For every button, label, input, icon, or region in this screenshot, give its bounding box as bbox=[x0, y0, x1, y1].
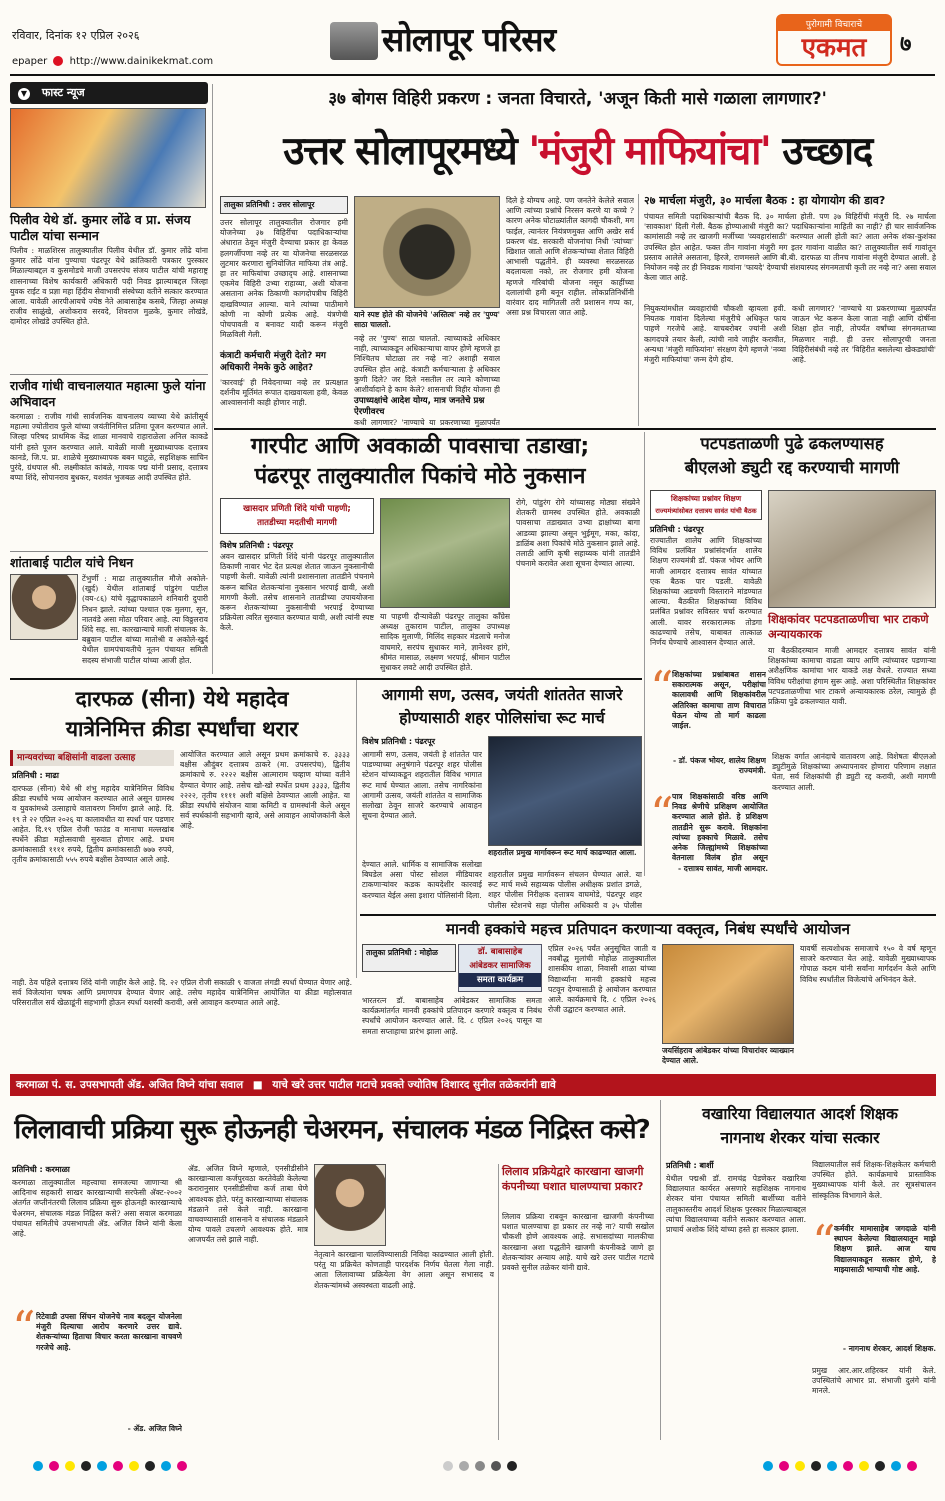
lead-byline: तालुका प्रतिनिधी : उत्तर सोलापूर bbox=[224, 200, 315, 209]
meeting-photo bbox=[768, 490, 936, 608]
advocate-portrait bbox=[314, 1164, 386, 1246]
route-march-photo bbox=[488, 736, 642, 846]
article3-headline-line2: बीएलओ ड्युटी रद्द करण्याची मागणी bbox=[684, 458, 900, 477]
article3-quote2: पात्र शिक्षकांसाठी वरिष्ठ आणि निवड श्रेणीचे प्रशिक्षण आयोजित करण्यात आले होते. हे प्रशिक्षण तातडीने सुरू करावे. शिक्षकांना त्यांच्या हक्काचे मिळावे. तसेच अनेक जिल्ह्यांमध्ये शिक्षकांच्या वेतनाला विलंब होत असून bbox=[672, 792, 768, 862]
lead-subhead-2: उपाध्यक्षांचे आदेश योग्य, मात्र जनतेचे प्रश्न ऐरणीवरच bbox=[354, 396, 485, 417]
website-link[interactable]: http://www.dainikekmat.com bbox=[69, 56, 214, 67]
article3-side-body: या बैठकीदरम्यान माजी आमदार दत्तात्रय सावंत यांनी शिक्षकांच्या कामाचा वाढता व्याप आणि त्यांच्यावर पडणाऱ्या अशैक्षणिक कामांचा भार याकडे लक्ष वेधले. राज्यात सध्या विविध परीक्षांचा हंगाम सुरू आहे. अशा परिस्थितीत शिक्षकांवर पटपडताळणीचा भार टाकणे अन्यायकारक ठरेल, त्यामुळे ही प्रक्रिया पुढे ढकलण्यात यावी. bbox=[768, 646, 936, 707]
reg-dot bbox=[161, 1461, 171, 1471]
fast-news-headline-3: शांताबाई पाटील यांचे निधन bbox=[10, 551, 208, 571]
lead-sidebar-body2: नियुक्त्यांमधील व्यवहारांची चौकशी व्हायला हवी. नियतक गावांना दिलेल्या मंजुरीचे अधिकृत फाय पाहणे गरजेचे आहे. याचबरोबर ज्यांनी अशी कागदपत्रे तयार केली, त्यांची नावे जाहीर करावीत, अन्यथा 'मंजुरी माफियांना' संरक्षण देणे म्हणजे 'नव्या मंजुरी माफियांचा' जन्म देणे होय. bbox=[644, 304, 786, 365]
article6-headline: मानवी हक्कांचे महत्त्व प्रतिपादन करणाऱ्या वक्तृत्व, निबंध स्पर्धांचे आयोजन bbox=[446, 920, 850, 938]
article4-subhead: मान्यवरांच्या बक्षिसांनी वाढला उत्साह bbox=[17, 753, 136, 763]
article6-body-col1: भारतरत्न डॉ. बाबासाहेब आंबेडकर सामाजिक समता कार्यक्रमांतर्गत मानवी हक्कांचे प्रतिपादन करणारे वक्तृत्व व निबंध स्पर्धांचे आयोजन करण्यात आले. दि. ८ एप्रिल २०२६ पासून या समता सप्ताहाचा प्रारंभ झाला आहे. bbox=[362, 996, 542, 1036]
article5-headline bbox=[360, 684, 644, 730]
reg-dot bbox=[827, 1461, 837, 1471]
article7-headline: लिलावाची प्रक्रिया सुरू होऊनही चेअरमन, संचालक मंडळ निद्रिस्त कसे? bbox=[14, 1115, 650, 1145]
article2-caption-top: खासदार प्रणिती शिंदे यांची पाहणी; bbox=[243, 504, 351, 514]
article7-body-col3: नेतृत्वाने कारखाना चालविण्यासाठी निविदा काढण्यात आली होती. परंतु या प्रक्रियेत कोणताही पारदर्शक निर्णय घेतला गेला नाही. आता लिलावाच्या प्रक्रियेला वेग आला असून सभासद व शेतकऱ्यांमध्ये अस्वस्थता वाढली आहे. bbox=[314, 1250, 494, 1290]
reg-dot bbox=[145, 1461, 155, 1471]
section-rule-2 bbox=[10, 678, 642, 680]
article7-quote-author: - ॲड. अजित विघ्ने bbox=[127, 1424, 182, 1433]
reg-dot bbox=[65, 1461, 75, 1471]
chevron-down-icon: ▼ bbox=[18, 88, 30, 100]
lead-body-col1b: 'कारवाई' ही निवेदनाच्या नव्हे तर प्रत्यक्षात दर्शनीय मूर्तिमंत रूपात दाखवायला हवी, केवळ आश्वासनांनी काही होणार नाही. bbox=[220, 378, 348, 408]
article2-headline-line1: गारपीट आणि अवकाळी पावसाचा तडाखा; bbox=[250, 434, 590, 459]
article5-photo-caption: शहरातील प्रमुख मार्गावरून रूट मार्च काढण्यात आला. bbox=[488, 848, 637, 857]
reg-dot bbox=[763, 1461, 773, 1471]
banner-right: याचे खरे उत्तर पाटील गटाचे प्रवक्ते ज्योतिष विशारद सुनील तळेकरांनी द्यावे bbox=[272, 1079, 556, 1091]
reg-dot bbox=[907, 1461, 917, 1471]
article7-body-col1: करमाळा तालुक्यातील महत्त्वाचा समजल्या जाणाऱ्या श्री आदिनाथ सहकारी साखर कारखान्याची सरफेसी ॲक्ट-२००२ अंतर्गत जप्तीनंतरची लिलाव प्रक्रिया सुरू होऊनही कारखान्याचे चेअरमन, संचालक मंडळ निद्रिस्त कसे? असा सवाल करमाळा पंचायत समितीचे उपसभापती ॲड. अजित विघ्ने यांनी केला आहे. bbox=[12, 1178, 182, 1239]
article7-quote: रिटेवाडी उपसा सिंचन योजनेचे नाव बदलून योजनेला मंजुरी दिल्याचा आरोप करणारे उत्तर द्यावे. शेतकऱ्यांच्या हिताचा विचार करता कारखाना वाचवणे गरजेचे आहे. bbox=[36, 1312, 182, 1352]
article6-byline: तालुका प्रतिनिधी : मोहोळ bbox=[366, 948, 438, 957]
article4-body-col1: दारफळ (सीना) येथे श्री शंभु महादेव यात्रेनिमित्त विविध क्रीडा स्पर्धांचे भव्य आयोजन करण्यात आले असून ग्रामस्थ व युवकांमध्ये उत्साहाचे वातावरण निर्माण झाले आहे. दि. १९ ते २२ एप्रिल २०२६ या कालावधीत या स्पर्धा पार पडणार आहेत. दि.१९ एप्रिल रोजी फाउंड व मानाचा मल्लखांब स्पर्धेने क्रीडा महोत्सवाची सुरुवात होणार आहे. प्रथम क्रमांकासाठी ११११ रुपये, द्वितीय क्रमांकासाठी ७७७ रुपये, तृतीय क्रमांकासाठी ५५५ रुपये बक्षीस ठेवण्यात आले आहे. bbox=[12, 784, 174, 865]
article5-body-col1: आगामी सण, उत्सव, जयंती हे शांततेत पार पाडण्याच्या अनुषंगाने पंढरपूर शहर पोलीस स्टेशन यांच्याकडून शहरातील विविध भागात रूट मार्च घेण्यात आला. तसेच नागरिकांना आगामी उत्सव, जयंती शांततेत व सामाजिक सलोखा ठेवून साजरे करण्याचे आवाहन सूचना देण्यात आले. bbox=[362, 750, 482, 821]
reg-dot bbox=[507, 1461, 517, 1471]
article4-headline-line1: दारफळ (सीना) येथे महादेव bbox=[75, 687, 289, 711]
article3-headline-line1: पटपडताळणी पुढे ढकलण्यासह bbox=[700, 434, 884, 453]
lead-sidebar-body: पंचायत समिती पदाधिकाऱ्यांची बैठक दि. ३० मार्चला होती. पण ३७ विहिरींची मंजुरी दि. २७ मार्चला 'सावकाश' दिली गेली. बैठक होण्याआधी मंजुरी का? पदाधिकाऱ्यांना माहिती का नाही? ही चार सार्वजनिक कामांसाठी नव्हे तर खाजगी मर्जीच्या 'व्यवहारांसाठी' करण्यात आली होती का? आता अनेक शंका-कुशंका उपस्थित होत आहेत. फक्त तीन गावांना मंजुरी मग इतर गावांना वाळीत का? तालुक्यातील सर्व गावांतून प्रस्ताव आलेले असताना, हिरजे, राणमसले आणि बी.बी. दारफळ या तीनच गावांना मंजुरी देण्यात आली. हे नियोजन नव्हे तर ही निवडक गावांना 'फायदे' देण्याची संशयास्पद संगनमताची कृती तर नव्हे ना? असा सवाल केला जात आहे. bbox=[644, 212, 936, 283]
article3-headline bbox=[648, 432, 936, 480]
masthead bbox=[0, 0, 945, 78]
lead-sidebar-body3: कधी लागणार? 'नाण्याचे या प्रकरणाच्या मुळापर्यंत जाऊन भेट करून केला जाता नाही आणि दोषींना शिक्षा होत नाही, तोपर्यंत वर्षांच्या संगनमताच्या मिळणार नाही. ही उत्तर सोलापूरची जनता विहिरीसंबंधी नव्हे तर 'विहिरीत बसलेल्या खेकड्यांची' आहे. bbox=[792, 304, 936, 365]
article3-caption-top: शिक्षकांच्या प्रश्नांवर शिक्षण bbox=[670, 494, 742, 503]
article6-byline-box bbox=[362, 944, 456, 972]
reg-dot bbox=[475, 1461, 485, 1471]
registration-marks-left bbox=[30, 1456, 330, 1470]
fast-news-headline-2: राजीव गांधी वाचनालयात महात्मा फुले यांना अभिवादन bbox=[10, 374, 208, 410]
students-photo bbox=[662, 944, 794, 1044]
lead-divider bbox=[638, 194, 639, 426]
lead-headline-part3: उच्छाद bbox=[782, 129, 872, 174]
reg-dot bbox=[97, 1461, 107, 1471]
section-rule-1 bbox=[214, 428, 936, 430]
article8-headline bbox=[664, 1102, 936, 1150]
quote-mark-icon-3: “ bbox=[12, 1301, 36, 1355]
reg-dot bbox=[81, 1461, 91, 1471]
article5-body-col3: शहरातील प्रमुख मार्गावरून संचलन घेण्यात आले. या रूट मार्च मध्ये सहाय्यक पोलीस अधीक्षक प्रशांत डगळे, शहर पोलीस निरीक्षक दत्तात्रय वाघमोडे, पंढरपूर शहर पोलीस स्टेशनचे सहा पोलीस अधिकारी व ३५ पोलीस bbox=[488, 870, 642, 910]
reg-dot bbox=[811, 1461, 821, 1471]
issue-date: रविवार, दिनांक १२ एप्रिल २०२६ bbox=[12, 29, 140, 42]
article6-badge-line2: आंबेडकर सामाजिक bbox=[469, 961, 531, 971]
article5-byline: विशेष प्रतिनिधी : पंढरपूर bbox=[362, 737, 435, 746]
brand-logo: एकमत bbox=[801, 33, 867, 63]
section-rule-3 bbox=[360, 914, 936, 916]
article7-side-body: लिलाव प्रक्रिया राबवून कारखाना खाजगी कंपनीच्या घशात घालण्याचा हा प्रकार तर नव्हे ना? याची सखोल चौकशी होणे आवश्यक आहे. सभासदांच्या मालकीचा कारखाना अशा पद्धतीने खाजगी कंपनीकडे जाणे हा शेतकऱ्यांवर अन्याय आहे. याचे खरे उत्तर पाटील गटाचे प्रवक्ते सुनील तळेकर यांनी द्यावे. bbox=[502, 1212, 654, 1273]
obituary-photo bbox=[10, 574, 78, 640]
reg-dot bbox=[49, 1461, 59, 1471]
reg-dot bbox=[779, 1461, 789, 1471]
quote-mark-icon: “ bbox=[650, 661, 674, 715]
article8-headline-line1: वखारिया विद्यालयात आदर्श शिक्षक bbox=[702, 1105, 898, 1123]
lead-body-col2b: कधी लागणार? 'नाण्याचे या प्रकरणाच्या मुळापर्यंत bbox=[354, 418, 500, 427]
reg-dot bbox=[795, 1461, 805, 1471]
reg-dot bbox=[177, 1461, 187, 1471]
reg-dot bbox=[859, 1461, 869, 1471]
article2-caption-box bbox=[220, 498, 374, 534]
article3-side-body2: शिक्षक वर्गात आनंदाचे वातावरण आहे. विशेषतः बीएलओ ड्युटीमुळे शिक्षकांच्या अध्यापनावर होणारा परिणाम लक्षात घेता, सर्व शिक्षकांची ही ड्युटी रद्द करावी, अशी मागणी करण्यात आली. bbox=[772, 752, 936, 792]
article5-headline-line1: आगामी सण, उत्सव, जयंती शांततेत साजरे bbox=[381, 686, 623, 704]
lead-headline-part1: उत्तर सोलापूरमध्ये bbox=[283, 129, 517, 174]
article8-body-col2: विद्यालयातील सर्व शिक्षक-शिक्षकेतर कर्मचारी उपस्थित होते. कार्यक्रमाचे प्रास्ताविक मुख्याध्यापक यांनी केले. तर सूत्रसंचालन सांस्कृतिक विभागाने केले. bbox=[812, 1160, 936, 1200]
lead-photo-caption: याने स्पष्ट होते की योजनेचे 'अस्तित्व' नव्हे तर 'पुण्य' साठा चालतो. bbox=[354, 310, 500, 330]
article2-body-col1: अवन खासदार प्रणिती शिंदे यांनी पंढरपूर तालुक्यातील ठिकाणी नावार भेट देत प्रत्यक्ष शेतात जाऊन नुकसानीची पाहणी केली. यावेळी त्यांनी प्रशासनाला तातडीने पंचनामे करून बाधित शेतकऱ्यांना नुकसान भरपाई द्यावी, अशी मागणी केली. तसेच शासनाने तातडीच्या उपाययोजना करून शेतकऱ्यांच्या नुकसानीची भरपाई देण्याच्या प्रक्रियेला त्वरित सुरुवात करण्यात यावी, अशी त्यांनी स्पष्ट केले. bbox=[220, 552, 374, 633]
article3-caption-bottom: राज्यमंत्र्यांसोबत दत्तात्रय सावंत यांची बैठक bbox=[655, 507, 757, 515]
epaper-line[interactable] bbox=[12, 56, 213, 67]
reg-dot bbox=[33, 1461, 43, 1471]
well-photo bbox=[354, 196, 500, 308]
article5-body-col2: देण्यात आले. धार्मिक व सामाजिक सलोखा बिघडेल असा पोस्ट सोशल मीडियावर टाकणाऱ्यांवर कडक कायदेशीर कारवाई करण्यात येईल असा इशारा पोलिसांनी दिला. bbox=[362, 860, 482, 900]
article8-quote-author: - नागनाथ शेरकर, आदर्श शिक्षक. bbox=[842, 1344, 936, 1353]
reg-dot bbox=[875, 1461, 885, 1471]
article4-body-col3: नाही. ठेव पहिले दत्तात्रय शिंदे यांनी जाहीर केले आहे. दि. २२ एप्रिल रोजी सकाळी ९ वाजता लंगडी स्पर्धा घेण्यात येणार आहे. सर्व विजेत्यांना चषक आणि प्रमाणपत्र देण्यात येणार आहे. तसेच महादेव यात्रेनिमित्त आयोजित या क्रीडा महोत्सवात परिसरातील सर्व खेळाडूंनी सहभागी होऊन स्पर्धा यशस्वी करावी, असे आवाहन करण्यात आले आहे. bbox=[12, 978, 352, 1008]
reg-dot bbox=[891, 1461, 901, 1471]
reg-dot bbox=[491, 1461, 501, 1471]
reg-dot bbox=[443, 1461, 453, 1471]
lead-subhead-1: कंत्राटी कर्मचारी मंजुरी देतो? मग अधिकारी नेमके कुठे आहेत? bbox=[220, 351, 326, 373]
article2-divider bbox=[644, 432, 645, 876]
quote-mark-icon-2: “ bbox=[650, 787, 674, 841]
article3-byline: प्रतिनिधी : पंढरपूर bbox=[650, 525, 704, 534]
article2-headline bbox=[200, 432, 640, 492]
lead-headline bbox=[220, 122, 935, 184]
article3-quote1-author: - डॉ. पंकज भोयर, शालेय शिक्षण राज्यमंत्री. bbox=[672, 756, 766, 776]
article4-headline-line2: यात्रेनिमित्त क्रीडा स्पर्धांचा थरार bbox=[65, 717, 299, 741]
lead-headline-highlight: 'मंजुरी माफियांचा' bbox=[528, 129, 771, 174]
article2-headline-line2: पंढरपूर तालुक्यातील पिकांचे मोठे नुकसान bbox=[254, 464, 586, 489]
epaper-label: epaper bbox=[12, 56, 48, 67]
article3-quote1: शिक्षकांच्या प्रश्नांबाबत शासन सकारात्मक असून, परीक्षांचा कालावधी आणि शिक्षकांवरील अतिरिक्त कामाचा ताण विचारात घेऊन योग्य तो मार्ग काढला जाईल. bbox=[672, 670, 766, 731]
globe-icon bbox=[53, 56, 63, 66]
article8-quote-box bbox=[812, 1215, 936, 1362]
article2-body-col2: या पाहणी दौऱ्यावेळी पंढरपूर तालुका काँग्रेस अध्यक्ष तुकाराम पाटील, तालुका उपाध्यक्ष सादिक मुलाणी, मिलिंद सहकार मंडलाचे मनोज वाघमारे, सरपंच सुधाकर माने, ज्ञानेश्वर हांगे, श्रीमंत मासाळ, लक्ष्मण भरपाई, श्रीमान पाटील सुधाकर लवटे आदी उपस्थित होते. bbox=[380, 612, 510, 673]
article2-caption-bottom: तातडीच्या मदतीची मागणी bbox=[257, 518, 337, 528]
article2-body-col3: रोगे, पांडुरंग रोगे यांच्यासह मोठ्या संख्येने शेतकरी ग्रामस्थ उपस्थित होते. अवकाळी पावसाचा तडाख्यात उभ्या द्राक्षांच्या बागा आडव्या झाल्या असून भुईमूग, मका, कांदा, डाळिंब अशा पिकांचे मोठे नुकसान झाले आहे. तलाठी आणि कृषी सहाय्यक यांनी तातडीने पंचनामे करावेत अशा सूचना देण्यात आल्या. bbox=[516, 498, 640, 569]
masthead-rule bbox=[10, 74, 935, 76]
fast-news-body-2: करमाळा : राजीव गांधी सार्वजनिक वाचनालय व्याच्या येथे क्रांतीसूर्य महात्मा ज्योतीराव फुले यांच्या जयंतीनिमित्त प्रतिमा पूजन करण्यात आले. जिल्हा परिषद प्राथमिक केंद्र शाळा मानवाचे राहाराळेला अनिल काकडे यांनी हस्ते पूजन करण्यात आले. यावेळी माजी मुख्याध्यापक दत्तात्रय कानडे, जि.प. प्रा. शाळेचे मुख्याध्यापक बबन घाटुळे, सहशिक्षक साचिन पुरंदे, ग्रंथपाल श्री. लक्ष्मीकांत कांबळे, गायक पद्म यांनी प्रसाद, दत्तात्रय बप्पा शिंदे, सोपानराव बुधकर, यशवंत भुजबळ आदी उपस्थित होते. bbox=[10, 412, 208, 483]
red-banner bbox=[10, 1074, 936, 1096]
fast-news-headline-1: पिलीव येथे डॉ. कुमार लोंढे व प्रा. संजय पाटील यांचा सन्मान bbox=[10, 212, 191, 243]
article8-body-col3: प्रमुख आर.आर.शहिरकर यांनी केले. उपस्थितांचे आभार प्रा. संभाजी दुलंगे यांनी मानले. bbox=[812, 1366, 936, 1396]
article7-quote-box bbox=[12, 1301, 182, 1438]
article7-side-head: लिलाव प्रक्रियेद्वारे कारखाना खाजगी कंपनीच्या घशात घालण्याचा प्रकार? bbox=[502, 1165, 644, 1193]
brand-box bbox=[776, 14, 892, 66]
article7-body-col2: ॲड. अजित विघ्ने म्हणाले, एनसीडीसीने कारखान्याला कर्जपुरवठा करतेवेळी केलेल्या करारानुसार एनसीडीसीचा कर्ज ताबा घेणे आवश्यक होते. परंतु कारखान्याच्या संचालक मंडळाने तसे केले नाही. कारखाना वाचवण्यासाठी शासनाने व संचालक मंडळाने योग्य पावले उचलणे आवश्यक होते. मात्र आजपर्यंत तसे झाले नाही. bbox=[188, 1164, 308, 1245]
lead-sidebar-head: २७ मार्चला मंजुरी, ३० मार्चला बैठक : हा योगायोग की डाव? bbox=[644, 194, 886, 207]
article3-quote1-box bbox=[650, 661, 766, 782]
article6-photo-caption: जयसिंहराव आंबेडकर यांच्या विचारांवर व्याख्यान देण्यात आले. bbox=[662, 1046, 794, 1066]
article6-badge-line1: डॉ. बाबासाहेब bbox=[477, 947, 523, 957]
article3-quote2-box bbox=[650, 787, 768, 876]
lead-kicker: ३७ बोगस विहिरी प्रकरण : जनता विचारते, 'अजून किती मासे गळाला लागणार?' bbox=[328, 89, 827, 109]
article8-byline: प्रतिनिधी : बार्शी bbox=[666, 1161, 714, 1170]
article8-body-col1: येथील पद्मश्री डॉ. रामचंद्र पेडणेकर वखारिया विद्यालयात कार्यरत असणारे सहशिक्षक नागनाथ शेरकर यांना पंचायत समिती बार्शीच्या वतीने तालुकास्तरीय आदर्श शिक्षक पुरस्कार मिळाल्याबद्दल त्यांचा विद्यालयाच्या वतीने सत्कार करण्यात आला. प्राचार्य अशोक शिंदे यांच्या हस्ते हा सत्कार झाला. bbox=[666, 1174, 806, 1235]
article7-divider bbox=[498, 1164, 499, 1440]
article3-caption-box bbox=[650, 490, 762, 520]
registration-marks-right bbox=[620, 1456, 920, 1470]
banner-separator-icon: ■ bbox=[252, 1079, 263, 1091]
article8-quote: कर्मवीर मामासाहेब जगदाळे यांनी स्थापन केलेल्या विद्यालयातून माझे शिक्षण झाले. आज याच विद्यालयाकडून सत्कार होणे, हे माझ्यासाठी भाग्याची गोष्ट आहे. bbox=[834, 1224, 936, 1274]
reg-dot bbox=[113, 1461, 123, 1471]
reg-dot bbox=[843, 1461, 853, 1471]
lead-body-col3: दिले हे योग्यच आहे. पण जनतेने केलेले सवाल आणि त्यांच्या प्रश्नांचे निरसन करणे या कच्चे ? कारण अनेक घोटाळ्यांतील कागदी चौकशी, मग फाईल, त्यानंतर नियंत्रणमुक्त आणि अखेर सर्व प्रकरण थंड. सरकारी योजनांचा निधी 'त्यांच्या' खिशात जातो आणि शेतकऱ्यांच्या शेतात विहिरी आभासी पद्धतीने. ही व्यवस्था सरळसरळ बदलायला नको, तर रोजगार हमी योजना म्हणजे गरिबांची योजना नसून काहींच्या दलालांची हमी बनून राहील. लोकप्रतिनिधींनी वारंवार दाद मागितली तरी प्रशासन गप्प का, असा प्रश्न विचारला जात आहे. bbox=[506, 196, 634, 318]
article4-divider bbox=[356, 680, 357, 978]
lead-byline-box bbox=[220, 196, 348, 214]
felicitation-photo bbox=[10, 108, 206, 208]
banner-left: करमाळा पं. स. उपसभापती ॲड. अजित विघ्ने यांचा सवाल bbox=[16, 1079, 244, 1091]
article6-body-col3: यावर्षी सत्यशोधक समाजाचे १५० वे वर्ष म्हणून साजरे करण्यात येत आहे. यावेळी मुख्याध्यापक गोपाळ कदम यांनी सर्वांना मार्गदर्शन केले आणि विविध स्पर्धांतील विजेत्यांचे अभिनंदन केले. bbox=[800, 944, 936, 984]
lead-body-col1: उत्तर सोलापूर तालुक्यातील रोजगार हमी योजनेच्या ३७ विहिरींचा पदाधिकाऱ्यांचा अंधारात ठेवून मंजुरी देण्याचा प्रकार हा केवळ हलगर्जीपणा नव्हे तर या योजनेचा सरळसरळ लुटमार करणारा सुनियोजित माफिया तंत्र आहे. हा तर माफियांचा उच्छाद्च आहे. शासनाच्या एकमेव विहिरी उभ्या राहाव्या, अशी योजना असताना अनेक ठिकाणी कागदोपत्रीच विहिरी दाखविण्यात आल्या. याने त्यांच्या पाठीमागे कोणी ना कोणी प्रत्येक आहे. यंत्रणेची पोचपावती व बनावट यादी करून मंजुरी मिळविली गेली. bbox=[220, 218, 348, 340]
article5-headline-line2: होण्यासाठी शहर पोलिसांचा रूट मार्च bbox=[399, 709, 605, 727]
article8-divider bbox=[660, 1100, 661, 1440]
column-divider bbox=[212, 84, 213, 674]
article6-badge bbox=[458, 944, 542, 992]
fast-news-body-1: पिलीव : माळशिरस तालुक्यातील पिलीव येथील डॉ. कुमार लोंढे यांना कुमार लोंढे यांना पुण्याचा पंढरपूर येथे क्रांतिकारी पत्रकार पुरस्कार मिळाल्याबद्दल व कुसमोडचे माजी उपसरपंच संजय पाटील यांची महाराष्ट्र शासनाच्या विशेष कार्यकारी अधिकारी पदी निवड झाल्याबद्दल जिल्हा युवक राईट व प्रज्ञा महा हिंदीय सेवाभावी संस्थेच्या वतीने सत्कार करण्यात आला. यावेळी आरपीआयचे ज्येष्ठ नेते आबासाहेब कसबे, जिल्हा अध्यक्ष राजीव साळुंखे, अशोकराव सरवदे, शिवराज मुळके, कुमार लोखंडे, दामोदर लोखंडे उपस्थित होते. bbox=[10, 246, 208, 327]
article7-byline: प्रतिनिधी : करमाळा bbox=[12, 1165, 70, 1174]
article3-side-head: शिक्षकांवर पटपडताळणीचा भार टाकणे अन्यायकारक bbox=[768, 612, 929, 641]
reg-dot bbox=[129, 1461, 139, 1471]
fast-news-body-3: टेंभुर्णी : माढा तालुक्यातील मौजे अकोले-(खुर्द) येथील शांताबाई पांडुरंग पाटील (वय-८६) यांचे वृद्धापकाळाने शनिवारी दुपारी निधन झाले. त्यांच्या पश्चात एक मुलगा, सून, नातवंडे असा मोठा परिवार आहे. त्या विठ्ठलराव शिंदे सह. सा. कारखान्याचे माजी संचालक के. बब्रुवान पाटील यांच्या मातोश्री व अकोले-खुर्द येथील ग्रामपंचायतीचे नूतन पंचायत समिती सदस्य संभाजी पाटील यांच्या आजी होत. bbox=[82, 574, 208, 665]
lead-body-col2: नव्हे तर 'पुण्य' साठा चालतो. त्याच्याकडे अधिकार नाही, त्याच्याकडून अधिकाऱ्याचा वापर होणे म्हणजे हा निश्चितच घोटाळा तर नव्हे ना? अशाही सवाल उपस्थित होत आहे. कंत्राटी कर्मचाऱ्याला हे अधिकार कुणी दिले? जर दिले नसतील तर त्याने कोणाच्या आशीर्वादाने हे काम केले? शासनाची विहीर योजना ही bbox=[354, 334, 500, 394]
fast-news-header bbox=[10, 82, 208, 104]
field-inspection-photo bbox=[380, 498, 510, 608]
section-title: सोलापूर परिसर bbox=[382, 20, 556, 59]
article4-byline: प्रतिनिधी : माढा bbox=[12, 771, 59, 780]
article6-badge-line3: समता कार्यक्रम bbox=[459, 973, 541, 987]
article8-headline-line2: नागनाथ शेरकर यांचा सत्कार bbox=[720, 1129, 880, 1147]
article2-byline: विशेष प्रतिनिधी : पंढरपूर bbox=[220, 541, 293, 550]
fast-news-title: फास्ट न्यूज bbox=[41, 86, 85, 99]
registration-marks-center bbox=[380, 1456, 580, 1470]
brand-tagline: पुरोगामी विचाराचे bbox=[778, 16, 890, 31]
article4-body-col2: आयोजित करण्यात आले असून प्रथम क्रमांकाचे रु. ३३३३ बक्षीस औदुंबर दत्तात्रय ठाकरे (मा. उपसरपंच), द्वितीय क्रमांकाचे रु. २२२२ बक्षीस आत्माराम चव्हाण यांच्या वतीने देण्यात येणार आहे. तसेच खो-खो स्पर्धेत प्रथम ३३३३, द्वितीय २२२२, तृतीय ११११ अशी बक्षिसे ठेवण्यात आली आहेत. या क्रीडा स्पर्धांचे संयोजन यात्रा कमिटी व ग्रामस्थांनी केले असून सर्व स्पर्धकांनी सहभागी व्हावे, असे आवाहन आयोजकांनी केले आहे. bbox=[180, 750, 350, 831]
article6-body-col2: एप्रिल २०२६ पर्यंत अनुसूचित जाती व नवबौद्ध मुलांची मोहोळ तालुक्यातील शासकीय शाळा, निवासी शाळा यांच्या विद्यार्थ्यांना मानवी हक्कांचे महत्त्व पटवून देण्यासाठी हे आयोजन करण्यात आले. कार्यक्रमाचे दि. ८ एप्रिल २०२६ रोजी उद्घाटन करण्यात आले. bbox=[548, 944, 656, 1015]
quote-mark-icon-4: “ bbox=[812, 1215, 836, 1269]
reg-dot bbox=[459, 1461, 469, 1471]
masthead-illustration bbox=[330, 22, 378, 60]
article3-quote2-author: - दत्तात्रय सावंत, माजी आमदार. bbox=[677, 864, 768, 873]
article4-subhead-box bbox=[10, 750, 174, 766]
article3-body: राज्यातील शालेय आणि शिक्षकांच्या विविध प्रलंबित प्रश्नांसंदर्भात शालेय शिक्षण राज्यमंत्री डॉ. पंकज भोयर आणि माजी आमदार दत्तात्रय सावंत यांच्यात एक बैठक पार पडली. यावेळी शिक्षकांच्या अडचणी विस्ताराने मांडण्यात आल्या. बैठकीत शिक्षकांच्या विविध प्रलंबित प्रश्नांवर सविस्तर चर्चा करण्यात आली. यावर सरकारात्मक तोडगा काढण्याचे तसेच, याबाबत तात्काळ निर्णय घेण्याचे आश्वासन देण्यात आले. bbox=[650, 536, 762, 648]
article4-headline bbox=[10, 684, 354, 744]
page-number: ७ bbox=[900, 32, 912, 57]
